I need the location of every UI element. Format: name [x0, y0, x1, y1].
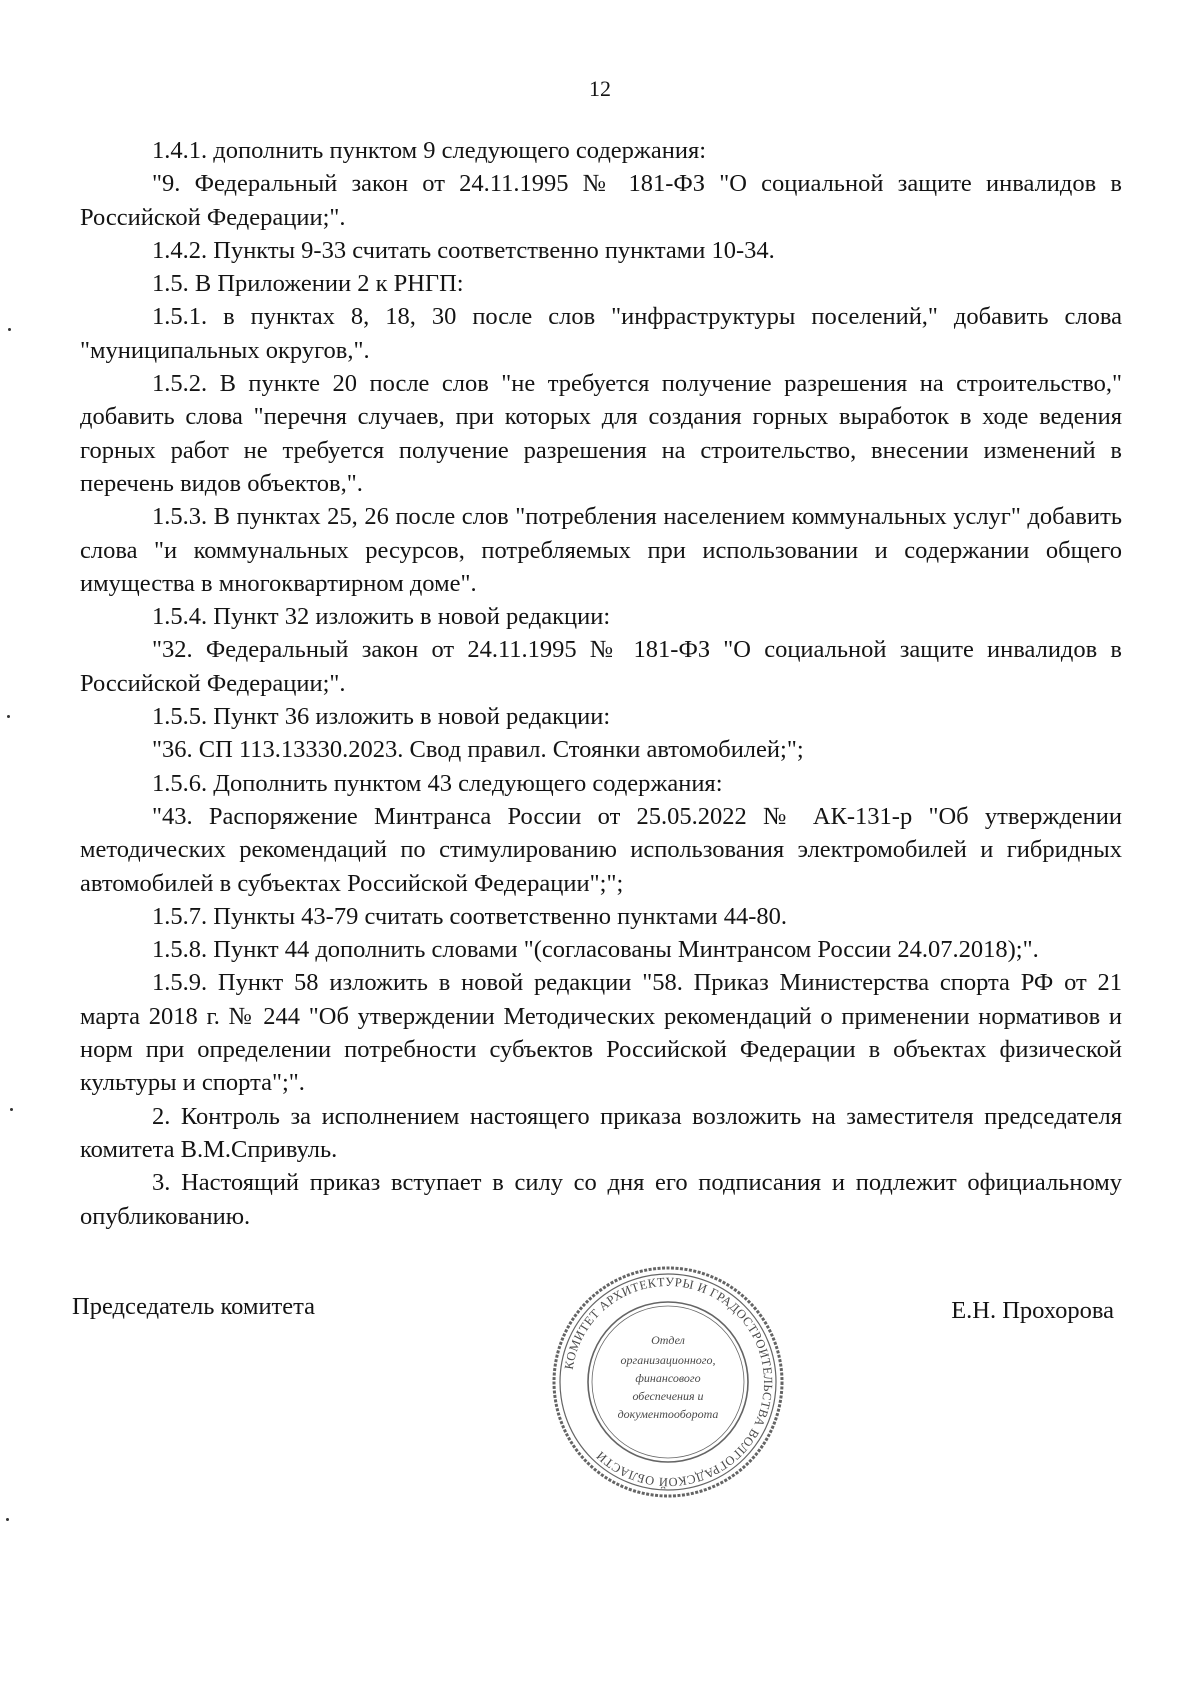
paragraph: "43. Распоряжение Минтранса России от 25.05.2022 № АК-131-р "Об утверждении методических рекомендаций по стимулированию использования электромобилей и гибридных автомобилей в субъектах Российской Федерации";";: [80, 802, 1122, 897]
paragraph: 1.4.1. дополнить пунктом 9 следующего содержания:: [152, 137, 707, 164]
paragraph: 1.5.7. Пункты 43-79 считать соответственно пунктами 44-80.: [152, 902, 788, 930]
seal-line: финансового: [635, 1371, 701, 1385]
seal-line: обеспечения и: [632, 1389, 704, 1403]
seal-line: организационного,: [620, 1353, 716, 1367]
signatory-title: Председатель комитета: [72, 1293, 316, 1320]
signatory-name: Е.Н. Прохорова: [951, 1297, 1114, 1324]
paragraph: 1.5. В Приложении 2 к РНГП:: [152, 270, 464, 298]
paragraph: 1.5.6. Дополнить пунктом 43 следующего содержания:: [152, 769, 723, 797]
scan-speck: [10, 1108, 13, 1111]
seal-outer-text: КОМИТЕТ АРХИТЕКТУРЫ И ГРАДОСТРОИТЕЛЬСТВА ВОЛГОГРАДСКОЙ ОБЛАСТИ: [561, 1274, 776, 1490]
official-seal: [548, 1262, 788, 1502]
paragraph: 3. Настоящий приказ вступает в силу со дня его подписания и подлежит официальному опубликованию.: [80, 1169, 1122, 1230]
seal-line: Отдел: [651, 1333, 685, 1347]
paragraph: 1.5.1. в пунктах 8, 18, 30 после слов "инфраструктуры поселений," добавить слова "муниципальных округов,".: [80, 303, 1122, 364]
paragraph: 1.5.5. Пункт 36 изложить в новой редакции:: [152, 703, 611, 731]
scan-speck: [6, 1518, 9, 1521]
document-body: [80, 134, 1122, 1233]
paragraph: "32. Федеральный закон от 24.11.1995 № 181-ФЗ "О социальной защите инвалидов в Российской Федерации;".: [80, 636, 1122, 697]
paragraph: 1.5.9. Пункт 58 изложить в новой редакции "58. Приказ Министерства спорта РФ от 21 марта 2018 г. № 244 "Об утверждении Методических рекомендаций о применении нормативов и норм при определении потребности субъектов Российской Федерации в объектах физической культуры и спорта";".: [80, 969, 1122, 1097]
page-number: 12: [589, 76, 611, 101]
paragraph: 1.5.2. В пункте 20 после слов "не требуется получение разрешения на строительство," добавить слова "перечня случаев, при которых для создания горных выработок в ходе ведения горных работ не требуется получение разрешения на строительство, внесении изменений в перечень видов объектов,".: [80, 370, 1122, 497]
paragraph: "36. СП 113.13330.2023. Свод правил. Стоянки автомобилей;";: [152, 736, 804, 764]
paragraph: 1.5.4. Пункт 32 изложить в новой редакции:: [152, 603, 611, 631]
scan-speck: [8, 328, 11, 331]
seal-line: документооборота: [617, 1407, 719, 1421]
paragraph: 2. Контроль за исполнением настоящего приказа возложить на заместителя председателя комитета В.М.Спривуль.: [80, 1102, 1122, 1163]
paragraph: "9. Федеральный закон от 24.11.1995 № 181-ФЗ "О социальной защите инвалидов в Российской Федерации;".: [80, 170, 1122, 231]
paragraph: 1.5.3. В пунктах 25, 26 после слов "потребления населением коммунальных услуг" добавить слова "и коммунальных ресурсов, потребляемых при использовании и содержании общего имущества в многоквартирном доме".: [80, 503, 1122, 597]
paragraph: 1.4.2. Пункты 9-33 считать соответственно пунктами 10-34.: [152, 236, 775, 264]
scan-speck: [7, 715, 10, 718]
paragraph: 1.5.8. Пункт 44 дополнить словами "(согласованы Минтрансом России 24.07.2018);".: [152, 936, 1039, 964]
